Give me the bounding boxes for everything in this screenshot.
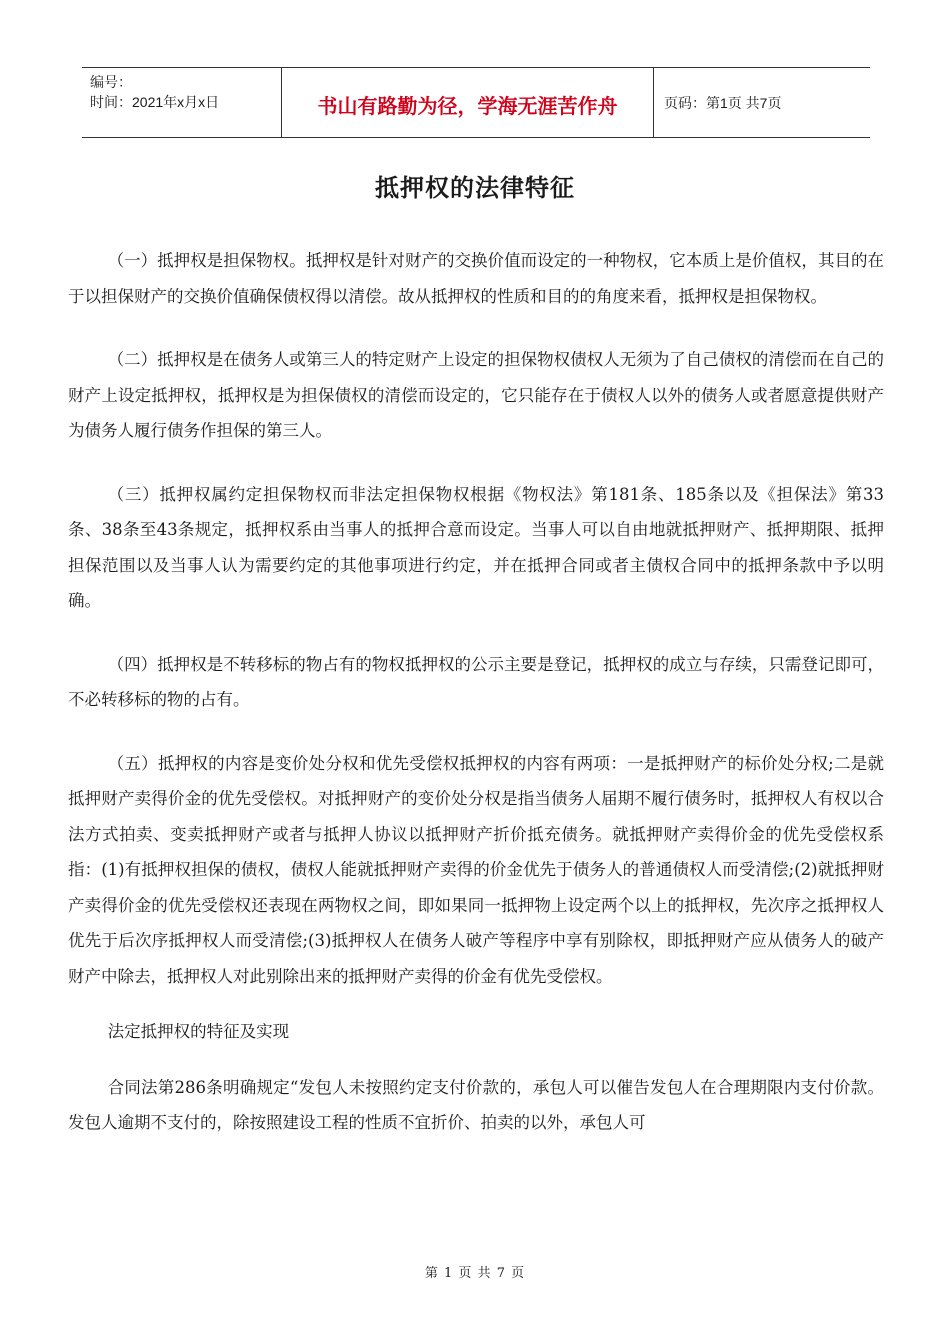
header-motto (282, 68, 654, 137)
document-title: 抵押权的法律特征 (375, 174, 575, 202)
paragraph-3: （三）抵押权属约定担保物权而非法定担保物权根据《物权法》第181条、185条以及《担保法》第33条、38条至43条规定，抵押权系由当事人的抵押合意而设定。当事人可以自由地就抵押财产、抵押期限、抵押担保范围以及当事人认为需要约定的其他事项进行约定，并在抵押合同或者主债权合同中的抵押条款中予以明确。 (68, 484, 884, 610)
paragraph-4: （四）抵押权是不转移标的物占有的物权抵押权的公示主要是登记，抵押权的成立与存续，只需登记即可，不必转移标的物的占有。 (68, 654, 884, 709)
page-footer: 第 1 页 共 7 页 (424, 1266, 526, 1281)
header-page-info (654, 68, 870, 137)
document-body (68, 243, 884, 1141)
motto-text: 书山有路勤为径，学海无涯苦作舟 (317, 94, 618, 118)
header-meta (82, 68, 282, 137)
page-info-text: 页码：第1页 共7页 (664, 94, 782, 111)
paragraph-1: （一）抵押权是担保物权。抵押权是针对财产的交换价值而设定的一种物权，它本质上是价值权，其目的在于以担保财产的交换价值确保债权得以清偿。故从抵押权的性质和目的的角度来看，抵押权是担保物权。 (68, 251, 884, 306)
document-date: 时间：2021年x月x日 (90, 94, 220, 110)
paragraph-7: 合同法第286条明确规定“发包人未按照约定支付价款的，承包人可以催告发包人在合理期限内支付价款。发包人逾期不支付的，除按照建设工程的性质不宜折价、拍卖的以外，承包人可 (68, 1077, 884, 1132)
document-number-label: 编号： (90, 74, 132, 90)
section-heading: 法定抵押权的特征及实现 (107, 1022, 290, 1041)
paragraph-5: （五）抵押权的内容是变价处分权和优先受偿权抵押权的内容有两项：一是抵押财产的标价处分权;二是就抵押财产卖得价金的优先受偿权。对抵押财产的变价处分权是指当债务人届期不履行债务时，抵押权人有权以合法方式拍卖、变卖抵押财产或者与抵押人协议以抵押财产折价抵充债务。就抵押财产卖得价金的优先受偿权系指：(1)有抵押权担保的债权，债权人能就抵押财产卖得的价金优先于债务人的普通债权人而受清偿;(2)就抵押财产卖得价金的优先受偿权还表现在两物权之间，即如果同一抵押物上设定两个以上的抵押权，先次序之抵押权人优先于后次序抵押权人而受清偿;(3)抵押权人在债务人破产等程序中享有别除权，即抵押财产应从债务人的破产财产中除去，抵押权人对此别除出来的抵押财产卖得的价金有优先受偿权。 (68, 753, 884, 986)
paragraph-2: （二）抵押权是在债务人或第三人的特定财产上设定的担保物权债权人无须为了自己债权的清偿而在自己的财产上设定抵押权，抵押权是为担保债权的清偿而设定的，它只能存在于债权人以外的债务人或者愿意提供财产为债务人履行债务作担保的第三人。 (68, 350, 884, 440)
document-header (82, 67, 870, 138)
